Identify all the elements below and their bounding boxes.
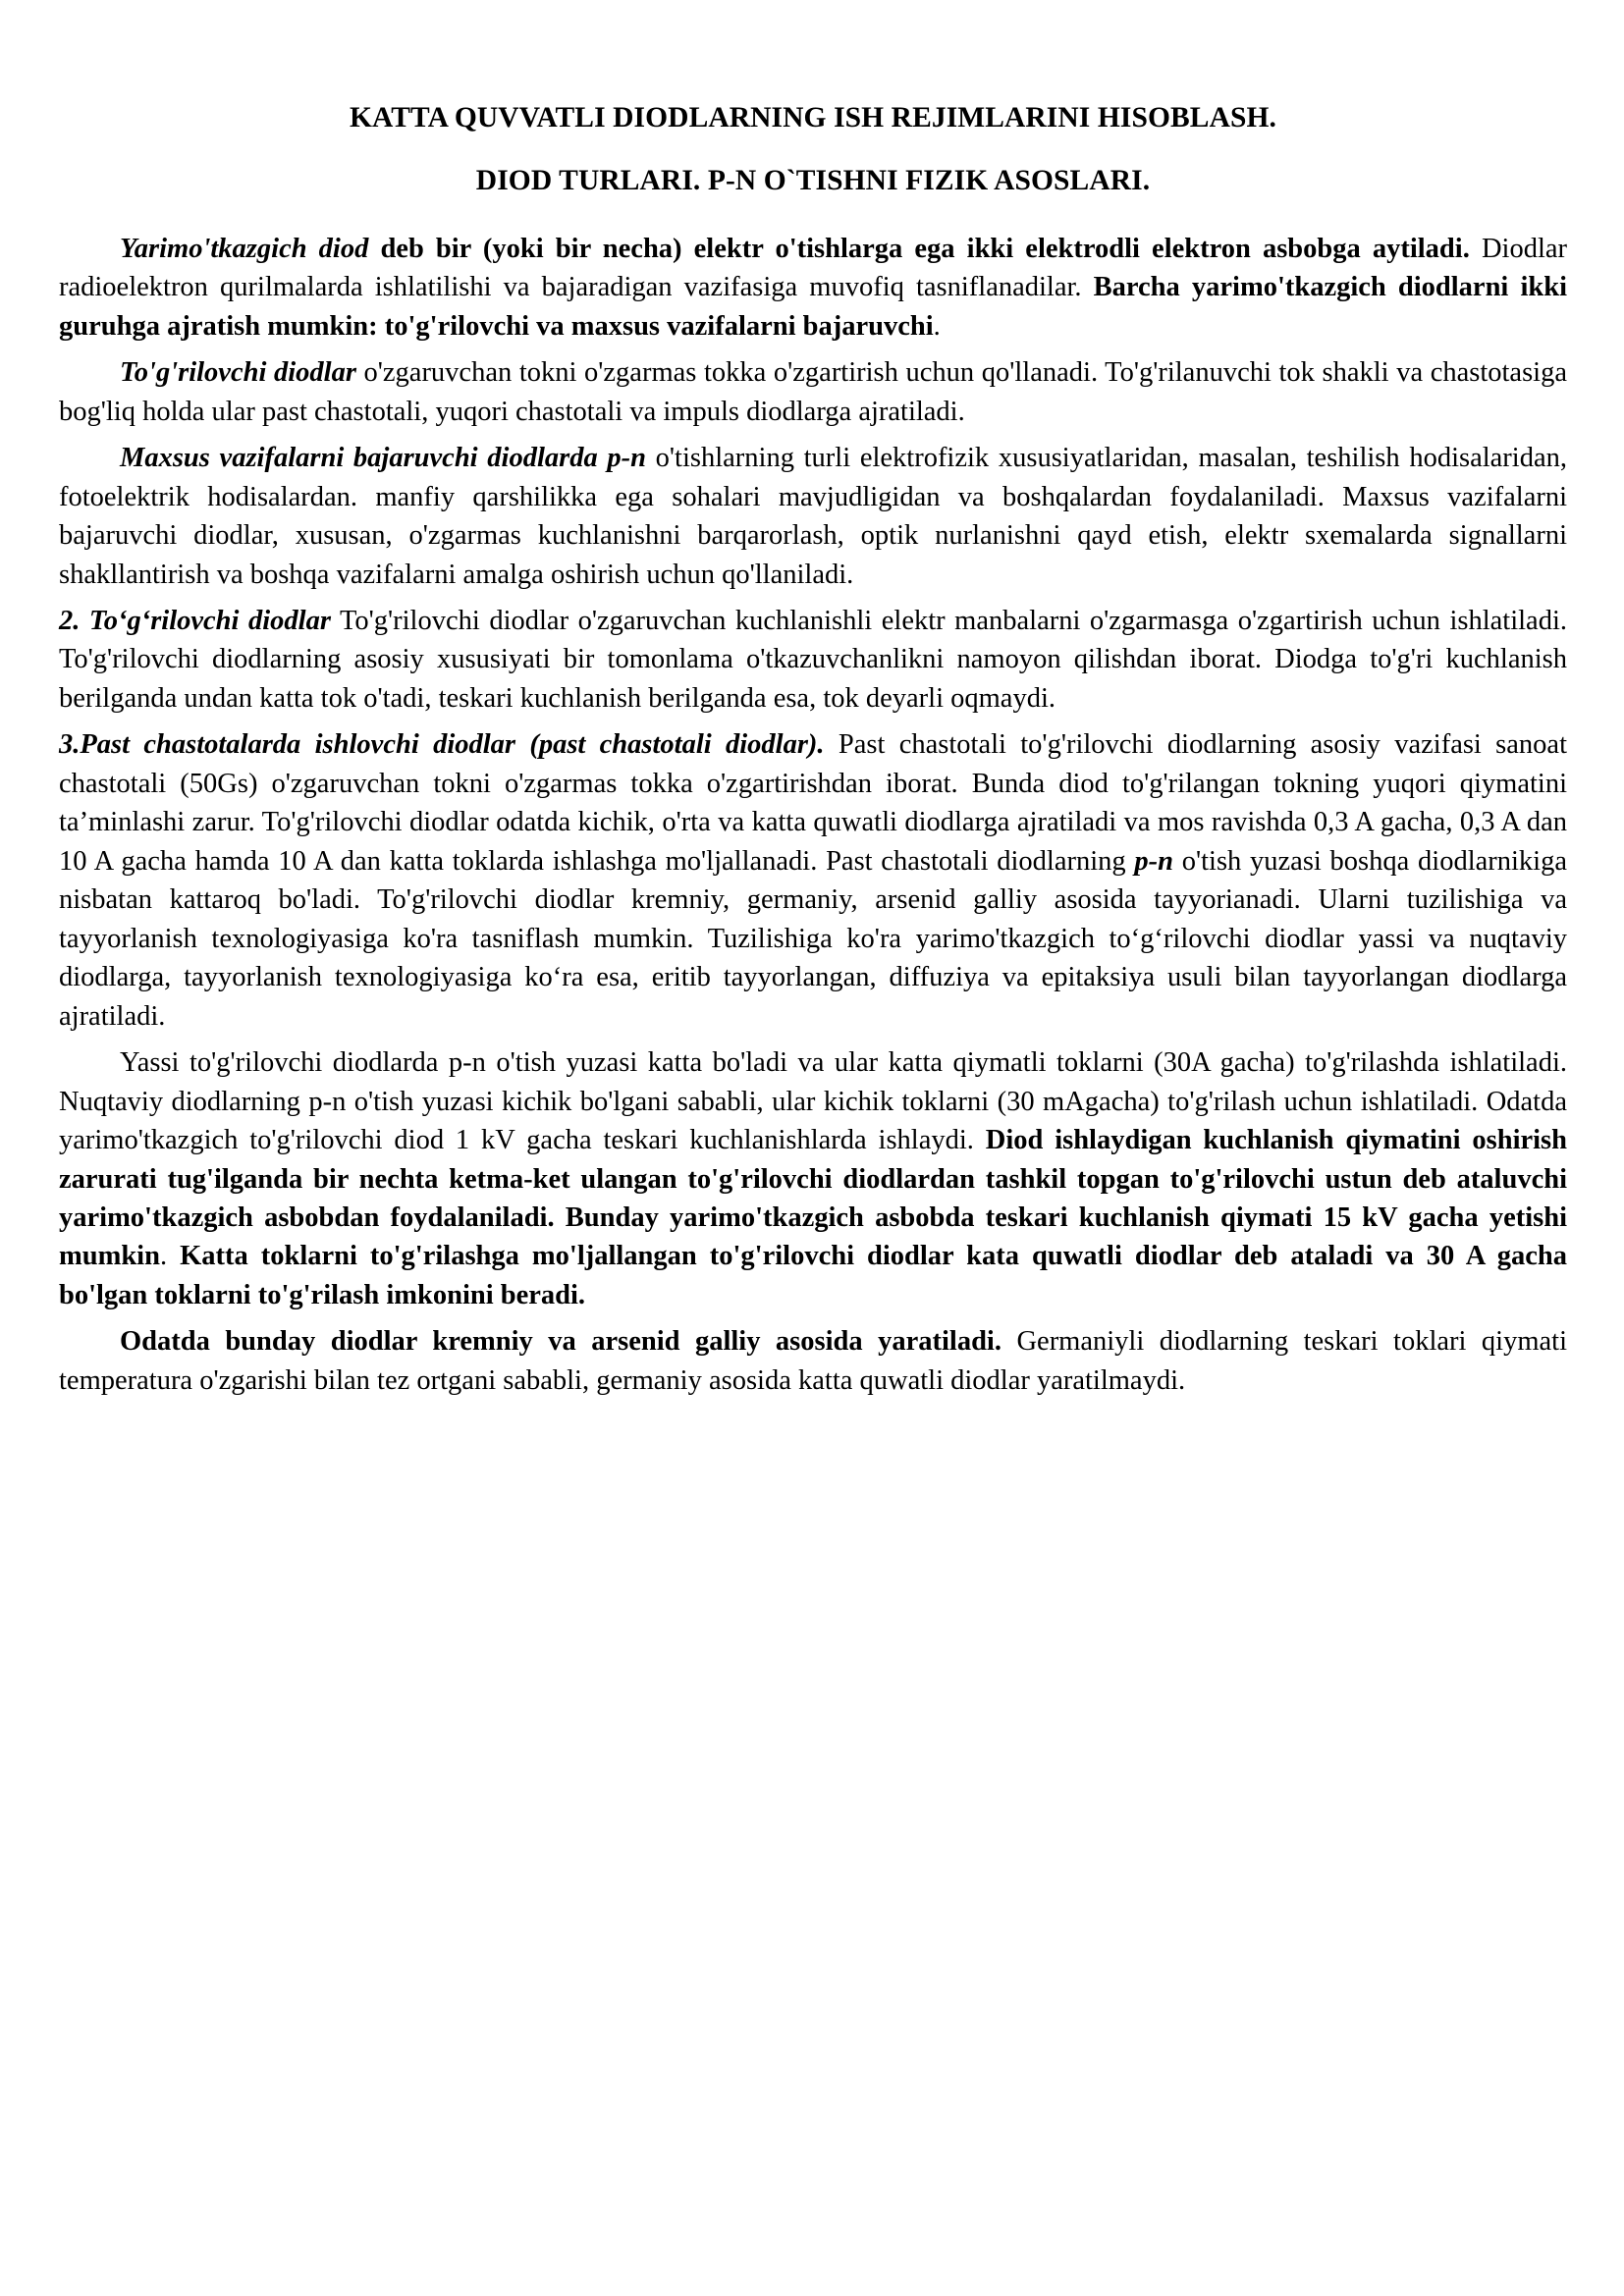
p4-regular-run: To'g'rilovchi diodlar o'zgaruvchan kuchlanishli elektr manbalarni o'zgarmasga o'zgartirish uchun ishlatiladi. To'g'rilovchi diodlarning asosiy xususiyati bir tomonlama o'tkazuvchanlikni namoyon qilishdan iborat. Diodga to'g'ri kuchlanish berilganda undan katta tok o'tadi, teskari kuchlanish berilganda esa, tok deyarli oqmaydi.	[59, 605, 1567, 714]
p5-section-heading: 3.Past chastotalarda ishlovchi diodlar (past chastotali diodlar).	[59, 729, 825, 761]
paragraph-4	[59, 602, 1567, 718]
p1-bold-run: deb bir (yoki bir necha) elektr o'tishlarga ega ikki elektrodli elektron asbobga aytiladi.	[368, 233, 1470, 264]
p5-pn-emphasis: p-n	[1134, 845, 1173, 877]
p2-regular-run: o'zgaruvchan tokni o'zgarmas tokka o'zgartirish uchun qo'llanadi. To'g'rilanuvchi tok shakli va chastotasiga bog'liq holda ular past chastotali, yuqori chastotali va impuls diodlarga ajratiladi.	[59, 357, 1567, 427]
p1-bold-run-2: Barcha yarimo'tkazgich diodlarni ikki guruhga ajratish mumkin: to'g'rilovchi va maxsus vazifalarni bajaruvchi	[59, 272, 1567, 342]
paragraph-3	[59, 439, 1567, 594]
p1-regular-run-2: .	[933, 310, 941, 342]
paragraph-1	[59, 230, 1567, 346]
p1-regular-run: Diodlar radioelektron qurilmalarda ishlatilishi va bajaradigan vazifasiga muvofiq tasniflanadilar.	[59, 233, 1567, 303]
page-subtitle: DIOD TURLARI. P-N O`TISHNI FIZIK ASOSLARI.	[475, 164, 1151, 196]
p7-bold-run: Odatda bunday diodlar kremniy va arsenid galliy asosida yaratiladi.	[120, 1326, 1001, 1358]
paragraph-2	[59, 353, 1567, 431]
p3-regular-run: o'tishlarning turli elektrofizik xususiyatlaridan, masalan, teshilish hodisalaridan, fotoelektrik hodisalardan. manfiy qarshilikka ega sohalari mavjudligidan va boshqalardan foydalaniladi. Maxsus vazifalarni bajaruvchi diodlar, xususan, o'zgarmas kuchlanishni barqarorlash, optik nurlanishni qayd etish, elektr sxemalarda signallarni shakllantirish va boshqa vazifalarni amalga oshirish uchun qo'llaniladi.	[59, 443, 1567, 590]
paragraph-5	[59, 725, 1567, 1036]
p6-regular-run-2: .	[159, 1241, 181, 1272]
page-title: KATTA QUVVATLI DIODLARNING ISH REJIMLARINI HISOBLASH.	[349, 102, 1277, 133]
p4-section-heading: 2. To‘g‘rilovchi diodlar	[59, 605, 331, 636]
p7-regular-run: Germaniyli diodlarning teskari toklari qiymati temperatura o'zgarishi bilan tez ortgani sababli, germaniy asosida katta quwatli diodlar yaratilmaydi.	[59, 1326, 1567, 1396]
p6-bold-run-2: Katta toklarni to'g'rilashga mo'ljallangan to'g'rilovchi diodlar kata quwatli diodlar deb ataladi va 30 A gacha bo'lgan toklarni to'g'rilash imkonini beradi.	[59, 1241, 1567, 1310]
p5-regular-run-2: o'tish yuzasi boshqa diodlarnikiga nisbatan kattaroq bo'ladi. To'g'rilovchi diodlar kremniy, germaniy, arsenid galliy asosida tayyorianadi. Ularni tuzilishiga va tayyorlanish texnologiyasiga ko'ra tasniflash mumkin. Tuzilishiga ko'ra yarimo'tkazgich to‘g‘rilovchi diodlar yassi va nuqtaviy diodlarga, tayyorlanish texnologiyasiga ko‘ra esa, eritib tayyorlangan, diffuziya va epitaksiya usuli bilan tayyorlangan diodlarga ajratiladi.	[59, 845, 1567, 1032]
p1-term-emphasis: Yarimo'tkazgich diod	[120, 233, 369, 264]
document-content	[59, 98, 1567, 1408]
paragraph-6	[59, 1043, 1567, 1314]
p6-regular-run: Yassi to'g'rilovchi diodlarda p-n o'tish yuzasi katta bo'ladi va ular katta qiymatli toklarni (30A gacha) to'g'rilashda ishlatiladi. Nuqtaviy diodlarning p-n o'tish yuzasi kichik bo'lgani sababli, ular kichik toklarni (30 mAgacha) to'g'rilash uchun ishlatiladi. Odatda yarimo'tkazgich to'g'rilovchi diod 1 kV gacha teskari kuchlanishlarda ishlaydi.	[59, 1047, 1567, 1156]
paragraph-7	[59, 1322, 1567, 1400]
p6-bold-run: Diod ishlaydigan kuchlanish qiymatini oshirish zarurati tug'ilganda bir nechta ketma-ket ulangan to'g'rilovchi diodlardan tashkil topgan to'g'rilovchi ustun deb ataluvchi yarimo'tkazgich asbobdan foydalaniladi. Bunday yarimo'tkazgich asbobda teskari kuchlanish qiymati 15 kV gacha yetishi mumkin	[59, 1125, 1567, 1272]
p3-term-emphasis: Maxsus vazifalarni bajaruvchi diodlarda p-n	[120, 443, 646, 474]
p2-term-emphasis: To'g'rilovchi diodlar	[120, 357, 356, 389]
p5-regular-run: Past chastotali to'g'rilovchi diodlarning asosiy vazifasi sanoat chastotali (50Gs) o'zgaruvchan tokni o'zgarmas tokka o'zgartirishdan iborat. Bunda diod to'g'rilangan tokning yuqori qiymatini ta’minlashi zarur. To'g'rilovchi diodlar odatda kichik, o'rta va katta quwatli diodlarga ajratiladi va mos ravishda 0,3 A gacha, 0,3 A dan 10 A gacha hamda 10 A dan katta toklarda ishlashga mo'ljallanadi. Past chastotali diodlarning	[59, 729, 1567, 877]
